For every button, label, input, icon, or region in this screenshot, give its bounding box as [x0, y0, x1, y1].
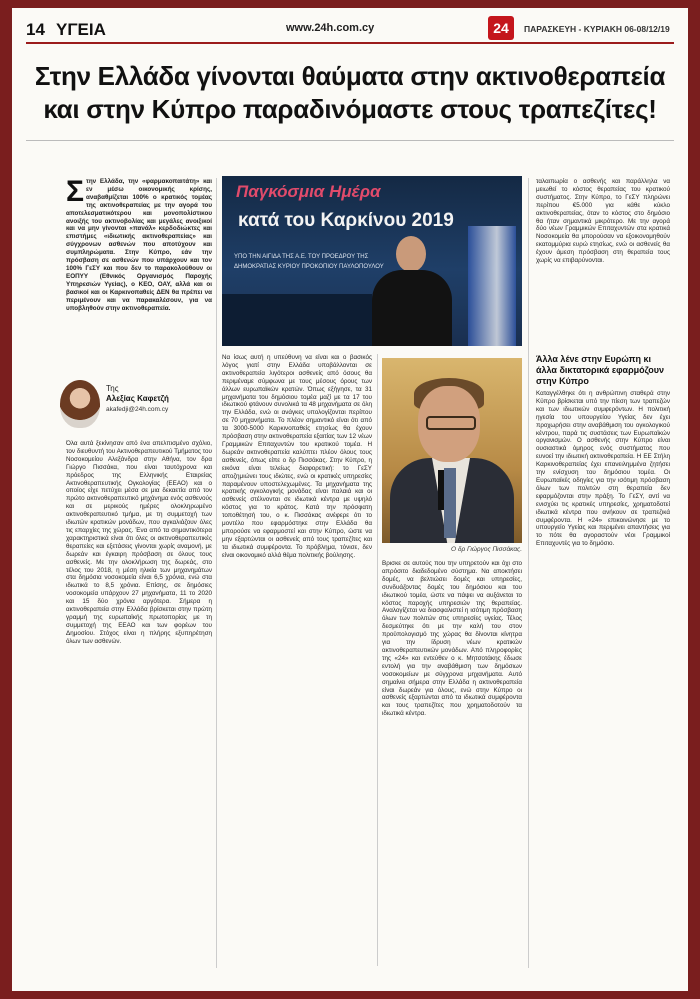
- event-title-2: κατά του Καρκίνου 2019: [238, 210, 454, 231]
- author-by: Της: [106, 384, 119, 393]
- author-name: Αλεξίας Καφετζή: [106, 394, 169, 403]
- page-header: [26, 16, 674, 44]
- podium-shape: [222, 294, 372, 346]
- column-2-text: Να ίσως αυτή η υπεύθυνη να είναι και ο βασικός λόγος γιατί στην Ελλάδα υποβάλλονται σε ακτινοθεραπεία λιγότεροι ασθενείς από όσους θα περιμέναμε σύμφωνα με τους μέσους όρους των άλλων ευρωπαϊκών κρατών. Όπως εξήγησε, τα 31 μηχανήματα του δημόσιου τομέα μαζί με τα 17 του ιδιωτικού φτάνουν συνολικά τα 48 μηχανήματα σε όλη την Ελλάδα, ενώ οι ανάγκες υπολογίζονται περίπου σε 70 μηχανήματα. Το πλέον σημαντικό είναι ότι από τα 3000-5000 Καρκινοπαθείς ετησίως θα έχουν πρόσβαση στην ακτινοθεραπεία εξαιτίας των 12 νέων Γραμμικών Επιταχυντών του κρατικού τομέα. Η δωρεάν ακτινοθεραπεία καλύπτει πλέον όλους τους ασθενείς, όπως είπε ο δρ Πισσάκας. Στην Κύπρο, η εικόνα είναι τελείως διαφορετική: το ΓεΣΥ αποζημιώνει τους ιδιώτες, ενώ οι κρατικές υπηρεσίες παραμένουν υποστελεχωμένες. Τα μηχανήματα της κρατικής ογκολογικής μονάδας είναι παλαιά και οι ασθενείς στέλνονται σε ιδιωτικά κέντρα με υψηλό κόστος για το κράτος. Κατά την πρόσφατη τοποθέτησή του, ο κ. Πισσάκας ανέφερε ότι το μοντέλο που εφαρμόστηκε στην Ελλάδα θα μπορούσε να εφαρμοστεί και στην Κύπρο, ώστε να μην εξαρτώνται οι ασθενείς από τους τραπεζίτες και τα ιδιωτικά συμφέροντα. Το πρόβλημα, τόνισε, δεν είναι οικονομικό αλλά θέμα πολιτικής βούλησης.: [222, 354, 372, 559]
- column-divider: [216, 178, 217, 968]
- column-2-body: [222, 354, 372, 966]
- newspaper-logo: 24: [488, 16, 514, 40]
- headline-divider: [26, 140, 674, 141]
- event-subtitle: ΥΠΟ ΤΗΝ ΑΙΓΙΔΑ ΤΗΣ Α.Ε. ΤΟΥ ΠΡΟΕΔΡΟΥ ΤΗΣ ΔΗΜΟΚΡΑΤΙΑΣ ΚΥΡΙΟΥ ΠΡΟΚΟΠΙΟΥ ΠΑΥΛΟΠΟΥΛΟΥ: [234, 254, 384, 270]
- event-title-1: Παγκόσμια Ημέρα: [236, 182, 381, 201]
- newspaper-page: [12, 8, 688, 991]
- site-url[interactable]: www.24h.com.cy: [286, 22, 375, 34]
- column-3-text: Βρισκε σε αυτούς που την υπηρετούν και όχι στο απρόσιτο διαδεδομένο σύστημα. Να αποκτήσει δομές, να βελτιώσει δομές και υπηρεσίες, συνδυάζοντας δομές του δημόσιου και του ιδιωτικού τομέα, ώστε να πάψει να αυξάνεται το κόστος παροχής υπηρεσιών της θεραπείας. Αναλογίζεται να διασφαλιστεί η ισότιμη πρόσβαση όλων των πολιτών στις υπηρεσίες υγείας. Τέλος δεσμεύτηκε ότι με την καλή του στον προϋπολογισμό της χώρας θα δίνονται κίνητρα για την ίδρυση νέων κρατικών ακτινοθεραπευτικών μονάδων. Από πληροφορίες της «24» και εντεύθεν ο κ. Μητσοτάκης έδωσε εντολή για την αναβάθμιση των δημόσιων νοσοκομείων με σύγχρονα μηχανήματα. Αυτό σημαίνει σήμερα στην Ελλάδα η ακτινοθεραπεία είναι δωρεάν για όλους, ενώ στην Κύπρο οι ασθενείς εξαρτώνται από τα ιδιωτικά συμφέροντα και τους τραπεζίτες που χρηματοδοτούν τα ιδιωτικά κέντρα.: [382, 560, 522, 718]
- lead-paragraph: [66, 178, 212, 373]
- author-avatar: [60, 380, 100, 428]
- column-4-top-text: ταλαιπωρία ο ασθενής και παράλληλα να μειωθεί το κόστος θεραπείας του κρατικού συστήματος. Στην Κύπρο, το ΓεΣΥ πληρώνει περίπου €5.000 για κάθε κύκλο ακτινοθεραπείας, όταν το κόστος στο δημόσιο θα ήταν σημαντικά μικρότερο. Με την αγορά δύο νέων Γραμμικών Επιταχυντών στα κρατικά Νοσοκομεία θα μπορούσαν να εξοικονομηθούν εκατομμύρια ευρώ ετησίως, ενώ οι ασθενείς θα έχουν άμεση πρόσβαση στη θεραπεία τους χωρίς να επιβαρύνονται.: [536, 178, 670, 265]
- column-divider: [528, 178, 529, 968]
- column-1-text: Όλα αυτά ξεκίνησαν από ένα απελπισμένο σχόλιο, τον διευθυντή του Ακτινοθεραπευτικού Τμήματος του Νοσοκομείου Αλεξάνδρα στην Αθήνα, τον δρα Γιώργο Πισσάκα, που είναι ταυτόχρονα και πρόεδρος της Ελληνικής Εταιρείας Ακτινοθεραπευτικής Ογκολογίας (ΕΕΑΟ) και ο οποίος είχε πετύχει μέσα σε μια δεκαετία από τον πρώτο ακτινοθεραπευτικό μηχάνημα ενός ασθενούς και σε μερικούς ημέρες ολοκληρωμένο ακτινοθεραπευτικό τμήμα, με τη συμμετοχή των ιδιωτών κρατικών μονάδων, που αγκαλιάζουν όλες τις επαρχίες της χώρας. Ένα από τα σημαντικότερα χαρακτηριστικά είναι ότι όλες οι ακτινοθεραπευτικές θεραπείες και εξετάσεις γίνονται χωρίς αναμονή, με δωρεάν και έγκαιρη πρόσβαση σε όλους τους ασθενείς. Με την ολοκλήρωση της δωρεάς, στο τέλος του 2018, η μέση ηλικία των μηχανημάτων στα δημόσια νοσοκομεία είναι 6,5 χρόνια, ενώ στα ιδιωτικά το 8,5 χρόνια. Επίσης, σε δημόσιες νοσοκομεία υπάρχουν 27 μηχανήματα, 11 το 2020 και 15 δύο χρόνια αργότερα. Σήμερα η ακτινοθεραπεία στην Ελλάδα βρίσκεται στην πρώτη γραμμή της ευρωπαϊκής πρωτοπορίας με τη συμμετοχή της ΕΕΑΟ και των φορέων του Δημοσίου. Στόχος είναι η πλήρης εξυπηρέτηση όλων των ασθενών.: [66, 440, 212, 645]
- column-1-body: [66, 440, 212, 960]
- column-4-top: [536, 178, 670, 348]
- flag-shape: [468, 226, 516, 346]
- lead-text: την Ελλάδα, την «φαρμακοπαιτάτη» και εν μέσω οικονομικής κρίσης, αναβαθμίζεται 100% ο κρατικός τομέας της ακτινοθεραπείας με την αγορά του αποτελεσματικότερου και μονοπολίστικου ανοιξής του ακτινοβολίας και μεγάλες ανοιξικοί και να μην γίνονται «πανάλ» κερδοδιώκτες και επιστήμες «ιδιωτικής ακτινοθεραπείας» και σύγχρονων ασθενών που αποτύχουν και συμπληρώματα. Στην Κύπρο, εάν την πρόσβαση σε ασθενών που υπάρχουν και τον 100% ΓεΣΥ και που δεν το παρακολούθουν οι ΕΟΠΥΥ (Εθνικός Οργανισμός Παροχής Υπηρεσιών Υγείας), ο ΚΕΟ, ΟΑΥ, αλλά και οι βασικοί και οι Καρκινοπαθείς ΔΕΝ θα πρέπει να περιμένουν και να παρακαλέσουν, για να υποβληθούν στην ακτινοθεραπεία.: [66, 178, 212, 312]
- author-email[interactable]: akafedji@24h.com.cy: [106, 406, 169, 413]
- speaker-figure: [372, 236, 452, 346]
- event-photo: [222, 176, 522, 346]
- column-divider: [377, 354, 378, 966]
- microphone-icon: [438, 470, 444, 510]
- drop-cap: Σ: [66, 178, 85, 208]
- headline-line-2: και στην Κύπρο παραδινόμαστε στους τραπεζίτες!: [43, 94, 657, 124]
- page-number: 14: [26, 20, 45, 39]
- column-4-text: Καταγγέλθηκε ότι η ανθρώπινη σταθερά στην Κύπρο βρίσκεται υπό την πίεση των τραπεζών και των ιδιωτικών συμφερόντων. Η πολιτική ηγεσία του υπουργείου Υγείας δεν έχει προχωρήσει στην αναβάθμιση του ογκολογικού κέντρου, παρά τις συστάσεις των Ευρωπαϊκών οργανισμών. Ο ασθενής στην Κύπρο είναι ουσιαστικά όμηρος ενός συστήματος που ευνοεί την ιδιωτική ακτινοθεραπεία. Η ΕΕ Στήλη Καρκινοθεραπείας έχει επανειλημμένα ζητήσει την ενίσχυση του δημόσιου τομέα. Οι Ευρωπαϊκές οδηγίες για την ισότιμη πρόσβαση όλων των πολιτών στη θεραπεία δεν εφαρμόζονται στην πράξη. Το ΓεΣΥ, αντί να ενισχύει τις κρατικές υπηρεσίες, χρηματοδοτεί ιδιωτικά κέντρα που ανήκουν σε τραπεζικά συμφέροντα. Η «24» επικοινώνησε με το υπουργείο Υγείας και περιμένει απαντήσεις για το πότε θα αγοραστούν νέοι Γραμμικοί Επιταχυντές για το δημόσιο.: [536, 390, 670, 548]
- column-3-body: [382, 560, 522, 966]
- portrait-photo: [382, 358, 522, 543]
- column-4-body: [536, 390, 670, 966]
- section-title: ΥΓΕΙΑ: [56, 20, 106, 39]
- issue-date: ΠΑΡΑΣΚΕΥΗ - ΚΥΡΙΑΚΗ 06-08/12/19: [524, 24, 670, 34]
- subheading: Άλλα λένε στην Ευρώπη κι άλλα δικτατορικά εφαρμόζουν στην Κύπρο: [536, 354, 665, 386]
- author-byline: [60, 378, 210, 438]
- headline: [32, 60, 668, 126]
- photo-caption: Ο δρ Γιώργος Πισσάκας.: [450, 546, 522, 553]
- headline-line-1: Στην Ελλάδα γίνονται θαύματα στην ακτινοθεραπεία: [34, 61, 666, 91]
